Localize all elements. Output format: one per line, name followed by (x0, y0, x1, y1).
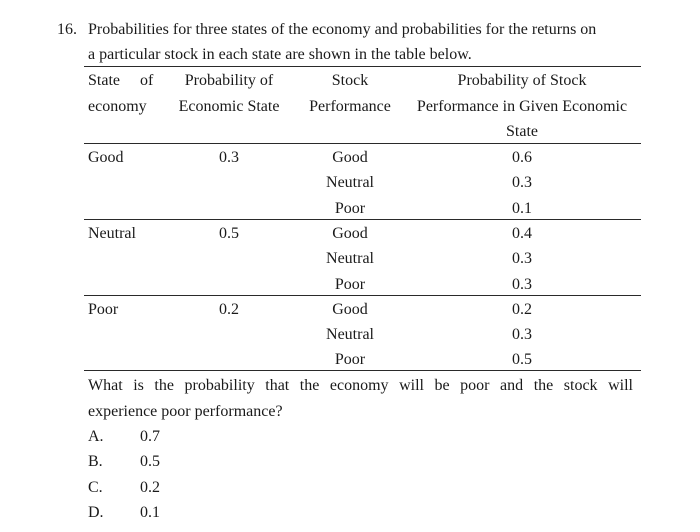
perf-cell: Neutral (326, 174, 374, 191)
prompt-line1: What is the probability that the economy will be poor and the stock will (88, 377, 633, 394)
state-cell: Good (88, 149, 124, 166)
header-state-of-a: State (88, 72, 120, 89)
option-value: 0.2 (140, 479, 160, 496)
prompt-line2: experience poor performance? (88, 403, 283, 420)
group-rule (84, 219, 641, 220)
state-prob-cell: 0.3 (219, 149, 239, 166)
perf-cell: Good (332, 149, 368, 166)
header-stock: Stock (331, 72, 369, 89)
header-rule (84, 143, 641, 144)
perf-prob-cell: 0.3 (512, 276, 532, 293)
header-state: State (506, 123, 538, 140)
option-value: 0.7 (140, 428, 160, 445)
perf-cell: Neutral (326, 326, 374, 343)
table-top-rule (84, 66, 641, 67)
header-economy: economy (88, 98, 147, 115)
header-performance-given: Performance in Given Economic (416, 98, 628, 115)
option-value: 0.1 (140, 504, 160, 521)
question-intro-line2: a particular stock in each state are shown in the table below. (88, 46, 472, 63)
state-prob-cell: 0.5 (219, 225, 239, 242)
perf-prob-cell: 0.5 (512, 351, 532, 368)
perf-cell: Poor (334, 200, 366, 217)
option-letter: C. (88, 479, 103, 496)
question-number: 16. (57, 21, 77, 38)
perf-cell: Good (332, 301, 368, 318)
option-letter: B. (88, 453, 103, 470)
perf-prob-cell: 0.1 (512, 200, 532, 217)
perf-prob-cell: 0.3 (512, 250, 532, 267)
perf-cell: Poor (334, 351, 366, 368)
option-letter: A. (88, 428, 104, 445)
state-cell: Neutral (88, 225, 136, 242)
perf-cell: Good (332, 225, 368, 242)
perf-cell: Poor (334, 276, 366, 293)
perf-prob-cell: 0.2 (512, 301, 532, 318)
perf-prob-cell: 0.3 (512, 174, 532, 191)
header-performance: Performance (309, 98, 391, 115)
option-value: 0.5 (140, 453, 160, 470)
perf-prob-cell: 0.4 (512, 225, 532, 242)
question-intro-line1: Probabilities for three states of the economy and probabilities for the returns on (88, 21, 597, 38)
header-economic-state: Economic State (178, 98, 280, 115)
table-bottom-rule (84, 370, 641, 371)
option-letter: D. (88, 504, 104, 521)
perf-prob-cell: 0.3 (512, 326, 532, 343)
state-prob-cell: 0.2 (219, 301, 239, 318)
perf-prob-cell: 0.6 (512, 149, 532, 166)
group-rule (84, 295, 641, 296)
header-probability-of-stock: Probability of Stock (457, 72, 587, 89)
header-probability-of: Probability of (184, 72, 274, 89)
state-cell: Poor (88, 301, 119, 318)
perf-cell: Neutral (326, 250, 374, 267)
header-state-of-b: of (140, 72, 154, 89)
